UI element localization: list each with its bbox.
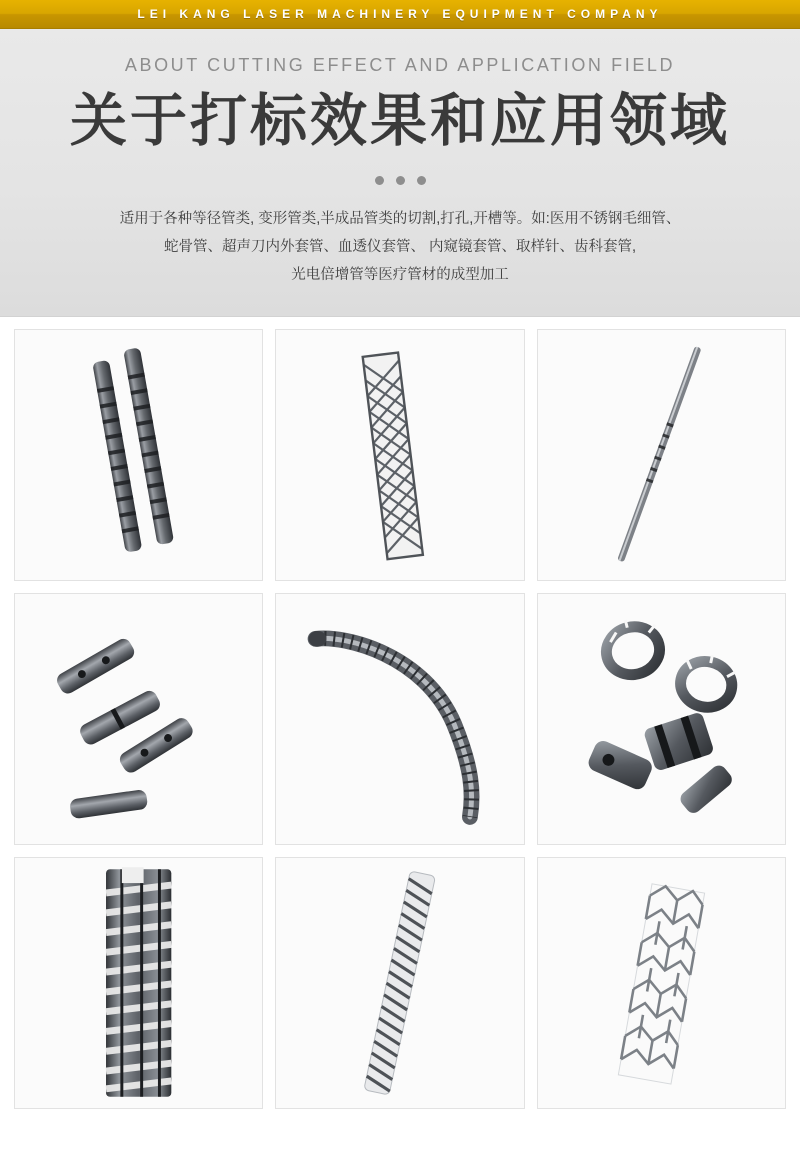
gallery-cell-mesh-stent: [537, 857, 786, 1109]
product-image-spiral-cut-cylinder: [15, 858, 262, 1108]
product-image-coiled-spring-tube: [276, 858, 523, 1108]
description-line: 蛇骨管、超声刀内外套管、血透仪套管、 内窥镜套管、取样针、齿科套管,: [163, 239, 637, 256]
description-line: 光电倍增管等医疗管材的成型加工: [291, 267, 509, 284]
header-description: [50, 205, 750, 290]
product-image-slotted-tubes: [15, 330, 262, 580]
gallery-cell-slotted-tubes: [14, 329, 263, 581]
product-image-cut-tube-segments: [15, 594, 262, 844]
description-line: 适用于各种等径管类, 变形管类,半成品管类的切割,打孔,开槽等。如:医用不锈钢毛细管、: [119, 210, 681, 227]
product-image-mesh-braided-tube: [276, 330, 523, 580]
gallery-cell-flexible-snake-tube: [275, 593, 524, 845]
divider-dots: [20, 176, 780, 185]
gallery-cell-spiral-cut-cylinder: [14, 857, 263, 1109]
product-image-flexible-snake-tube: [276, 594, 523, 844]
page-title: 关于打标效果和应用领域: [70, 89, 730, 153]
company-bar: [0, 0, 800, 29]
divider-dot: [396, 176, 405, 185]
gallery-cell-mesh-braided-tube: [275, 329, 524, 581]
gallery-cell-long-thin-needle: [537, 329, 786, 581]
gallery-cell-cut-tube-segments: [14, 593, 263, 845]
gallery-cell-coiled-spring-tube: [275, 857, 524, 1109]
divider-dot: [417, 176, 426, 185]
product-image-mesh-stent: [538, 858, 785, 1108]
product-image-ring-and-connector-parts: [538, 594, 785, 844]
header-section: [0, 29, 800, 317]
divider-dot: [375, 176, 384, 185]
gallery-cell-ring-and-connector-parts: [537, 593, 786, 845]
product-image-long-thin-needle: [538, 330, 785, 580]
product-gallery: [0, 317, 800, 1123]
header-eyebrow: ABOUT CUTTING EFFECT AND APPLICATION FIELD: [124, 55, 676, 75]
company-name: LEI KANG LASER MACHINERY EQUIPMENT COMPANY: [137, 7, 663, 21]
